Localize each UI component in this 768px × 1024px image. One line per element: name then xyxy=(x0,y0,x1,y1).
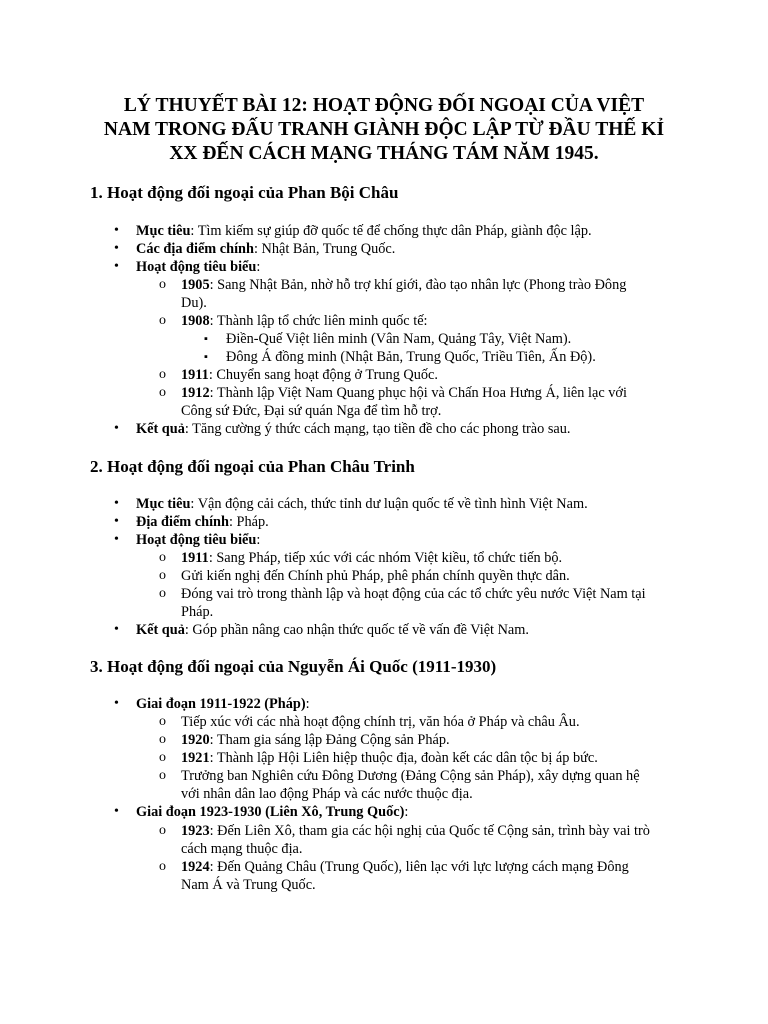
list-item-continuation: Pháp. xyxy=(181,604,214,620)
item-year: 1912 xyxy=(181,385,210,401)
item-text: : xyxy=(256,532,261,548)
circle-marker: o xyxy=(159,714,166,729)
item-year: 1920 xyxy=(181,732,210,748)
list-item: Đông Á đồng minh (Nhật Bản, Trung Quốc, Triều Tiên, Ấn Độ). xyxy=(226,349,596,365)
item-label: Hoạt động tiêu biểu xyxy=(136,259,257,275)
item-text: : Tìm kiếm sự giúp đỡ quốc tế để chống thực dân Pháp, giành độc lập. xyxy=(190,223,592,239)
item-text: : Sang Nhật Bản, nhờ hỗ trợ khí giới, đào tạo nhân lực (Phong trào Đông xyxy=(209,277,627,293)
item-label: Kết quả xyxy=(136,421,185,437)
item-year: 1911 xyxy=(181,550,209,566)
section-1-heading: 1. Hoạt động đối ngoại của Phan Bội Châu xyxy=(90,183,399,202)
item-text: : Nhật Bản, Trung Quốc. xyxy=(253,241,396,257)
item-year: 1923 xyxy=(181,823,210,839)
item-year: 1924 xyxy=(181,859,210,875)
square-marker: ▪ xyxy=(204,333,208,345)
item-year: 1911 xyxy=(181,367,209,383)
list-item xyxy=(181,549,562,567)
item-label: Giai đoạn 1923-1930 (Liên Xô, Trung Quốc) xyxy=(136,804,405,820)
list-item-continuation: Nam Á và Trung Quốc. xyxy=(181,877,316,893)
list-item xyxy=(136,621,529,639)
list-item xyxy=(136,495,588,513)
bullet-marker: • xyxy=(114,696,119,711)
title-line-3: XX ĐẾN CÁCH MẠNG THÁNG TÁM NĂM 1945. xyxy=(169,143,599,164)
section-2-heading: 2. Hoạt động đối ngoại của Phan Châu Trinh xyxy=(90,457,415,476)
list-item xyxy=(181,384,627,402)
item-text: : Pháp. xyxy=(228,514,269,530)
square-marker: ▪ xyxy=(204,351,208,363)
list-item xyxy=(181,276,626,294)
circle-marker: o xyxy=(159,385,166,400)
list-item xyxy=(136,258,260,276)
item-text: : Tham gia sáng lập Đảng Cộng sản Pháp. xyxy=(209,732,450,748)
circle-marker: o xyxy=(159,823,166,838)
list-item xyxy=(181,731,450,749)
item-label: Giai đoạn 1911-1922 (Pháp) xyxy=(136,696,306,712)
list-item xyxy=(181,822,650,840)
title-line-1: LÝ THUYẾT BÀI 12: HOẠT ĐỘNG ĐỐI NGOẠI CỦA VIỆT xyxy=(123,95,645,116)
circle-marker: o xyxy=(159,732,166,747)
circle-marker: o xyxy=(159,313,166,328)
circle-marker: o xyxy=(159,277,166,292)
item-text: : Thành lập Hội Liên hiệp thuộc địa, đoàn kết các dân tộc bị áp bức. xyxy=(209,750,598,766)
circle-marker: o xyxy=(159,367,166,382)
list-item: Trưởng ban Nghiên cứu Đông Dương (Đảng Cộng sản Pháp), xây dựng quan hệ xyxy=(181,768,640,784)
list-item xyxy=(181,749,598,767)
bullet-marker: • xyxy=(114,421,119,436)
circle-marker: o xyxy=(159,768,166,783)
bullet-marker: • xyxy=(114,532,119,547)
item-text: : Tăng cường ý thức cách mạng, tạo tiền đề cho các phong trào sau. xyxy=(184,421,571,437)
circle-marker: o xyxy=(159,750,166,765)
list-item xyxy=(181,366,438,384)
item-text: : Đến Liên Xô, tham gia các hội nghị của Quốc tế Cộng sản, trình bày vai trò xyxy=(209,823,650,839)
list-item xyxy=(181,858,629,876)
item-label: Mục tiêu xyxy=(136,496,191,512)
list-item xyxy=(136,222,592,240)
bullet-marker: • xyxy=(114,514,119,529)
bullet-marker: • xyxy=(114,259,119,274)
list-item-continuation: cách mạng thuộc địa. xyxy=(181,841,303,857)
item-text: : Góp phần nâng cao nhận thức quốc tế về vấn đề Việt Nam. xyxy=(184,622,529,638)
item-year: 1921 xyxy=(181,750,210,766)
item-text: : Vận động cải cách, thức tỉnh dư luận quốc tế về tình hình Việt Nam. xyxy=(190,496,588,512)
list-item xyxy=(136,513,269,531)
item-text: : Thành lập tổ chức liên minh quốc tế: xyxy=(209,313,428,329)
list-item: Điền-Quế Việt liên minh (Vân Nam, Quảng Tây, Việt Nam). xyxy=(226,331,572,347)
section-3-heading: 3. Hoạt động đối ngoại của Nguyễn Ái Quốc (1911-1930) xyxy=(90,657,497,676)
circle-marker: o xyxy=(159,568,166,583)
list-item: Gửi kiến nghị đến Chính phủ Pháp, phê phán chính quyền thực dân. xyxy=(181,568,570,584)
item-text: : Đến Quảng Châu (Trung Quốc), liên lạc với lực lượng cách mạng Đông xyxy=(209,859,629,875)
circle-marker: o xyxy=(159,859,166,874)
item-text: : xyxy=(305,696,310,712)
item-label: Mục tiêu xyxy=(136,223,191,239)
list-item-continuation: Công sứ Đức, Đại sứ quán Nga để tìm hỗ trợ. xyxy=(181,403,442,419)
circle-marker: o xyxy=(159,586,166,601)
item-label: Các địa điểm chính xyxy=(136,241,254,257)
list-item xyxy=(136,803,408,821)
item-year: 1905 xyxy=(181,277,210,293)
list-item xyxy=(181,312,428,330)
bullet-marker: • xyxy=(114,804,119,819)
list-item xyxy=(136,420,571,438)
list-item-continuation: với nhân dân lao động Pháp và các nước thuộc địa. xyxy=(181,786,473,802)
title-line-2: NAM TRONG ĐẤU TRANH GIÀNH ĐỘC LẬP TỪ ĐẦU THẾ KỈ xyxy=(103,119,665,140)
circle-marker: o xyxy=(159,550,166,565)
item-text: : xyxy=(404,804,409,820)
item-text: : xyxy=(256,259,261,275)
item-text: : Sang Pháp, tiếp xúc với các nhóm Việt kiều, tổ chức tiến bộ. xyxy=(208,550,563,566)
list-item-continuation: Du). xyxy=(181,295,207,311)
bullet-marker: • xyxy=(114,622,119,637)
list-item xyxy=(136,531,260,549)
bullet-marker: • xyxy=(114,223,119,238)
list-item: Đóng vai trò trong thành lập và hoạt động của các tổ chức yêu nước Việt Nam tại xyxy=(181,586,646,602)
item-label: Hoạt động tiêu biểu xyxy=(136,532,257,548)
list-item: Tiếp xúc với các nhà hoạt động chính trị, văn hóa ở Pháp và châu Âu. xyxy=(181,714,580,730)
item-label: Kết quả xyxy=(136,622,185,638)
bullet-marker: • xyxy=(114,496,119,511)
list-item xyxy=(136,240,395,258)
bullet-marker: • xyxy=(114,241,119,256)
item-text: : Chuyển sang hoạt động ở Trung Quốc. xyxy=(208,367,438,383)
list-item xyxy=(136,695,310,713)
item-label: Địa điểm chính xyxy=(136,514,229,530)
document-title xyxy=(60,94,708,166)
item-year: 1908 xyxy=(181,313,210,329)
item-text: : Thành lập Việt Nam Quang phục hội và Chấn Hoa Hưng Á, liên lạc với xyxy=(209,385,627,401)
